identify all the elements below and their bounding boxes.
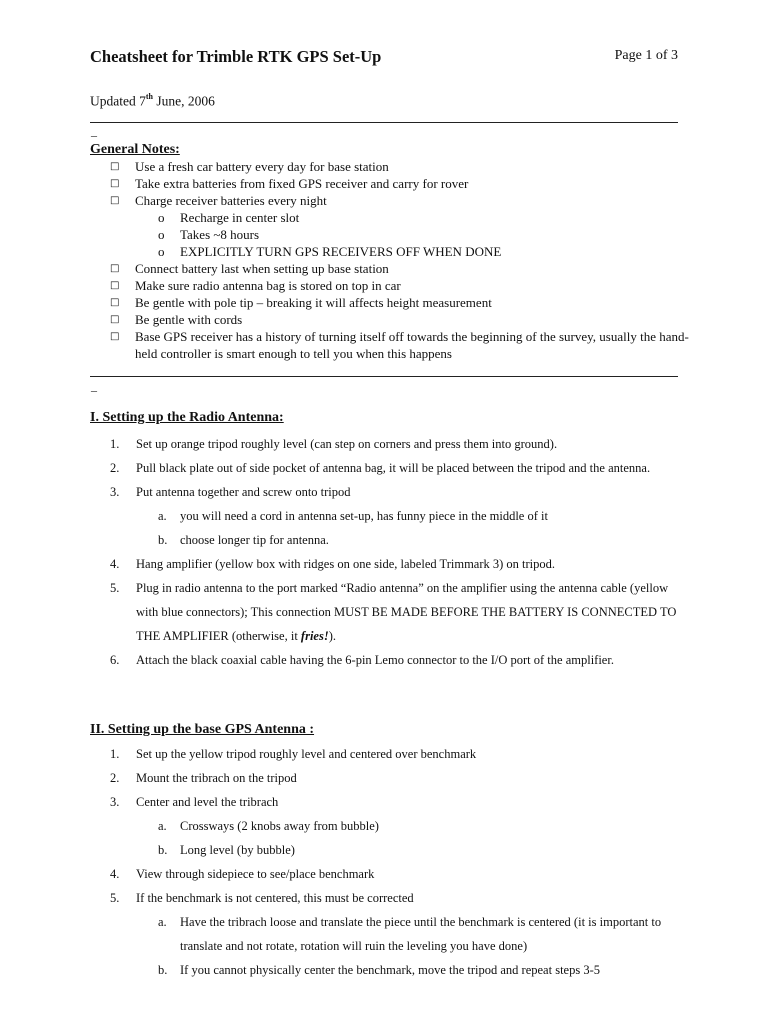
checkbox-bullet-icon: □	[110, 331, 120, 342]
step-text	[136, 576, 690, 648]
list-item	[110, 277, 690, 294]
substep-letter: a.	[158, 915, 167, 929]
updated-superscript: th	[145, 92, 153, 101]
checkbox-bullet-icon: □	[110, 297, 120, 308]
substep-letter: b.	[158, 533, 168, 547]
radio-antenna-steps	[110, 432, 690, 672]
step-item	[110, 480, 690, 504]
substep-letter: a.	[158, 509, 167, 523]
step-number: 1.	[110, 437, 120, 451]
list-item-text: Be gentle with pole tip – breaking it will affects height measurement	[135, 295, 492, 310]
step-number: 1.	[110, 747, 120, 761]
step-text: Pull black plate out of side pocket of antenna bag, it will be placed between the tripod and the antenna.	[136, 461, 651, 475]
checkbox-bullet-icon: □	[110, 280, 120, 291]
substep-item	[110, 504, 690, 528]
list-item	[110, 260, 690, 277]
list-item-text: Connect battery last when setting up base station	[135, 261, 389, 276]
substep-letter: a.	[158, 819, 167, 833]
substep-item	[110, 910, 690, 958]
step-text: Attach the black coaxial cable having the 6-pin Lemo connector to the I/O port of the amplifier.	[136, 653, 614, 667]
list-item-text: Make sure radio antenna bag is stored on top in car	[135, 278, 401, 293]
substep-text: choose longer tip for antenna.	[180, 533, 329, 547]
substep-letter: b.	[158, 843, 168, 857]
list-subitem-text: Recharge in center slot	[180, 210, 300, 225]
substep-text: Crossways (2 knobs away from bubble)	[180, 819, 379, 833]
step-number: 4.	[110, 557, 120, 571]
general-notes-heading: General Notes:	[90, 142, 180, 157]
step-text-part: Plug in radio antenna to the port marked “Radio antenna” on the amplifier using the antenna cable (yellow with blue connectors); This connection MUST BE MADE BEFORE THE BATTERY IS CONNECTED TO THE AMPLIFIER (otherwise, it	[136, 581, 677, 643]
rule-tick: _	[91, 124, 97, 138]
section-heading-base-gps-antenna: II. Setting up the base GPS Antenna :	[90, 722, 315, 737]
step-number: 5.	[110, 891, 120, 905]
rule-tick: _	[91, 379, 97, 393]
step-text: View through sidepiece to see/place benchmark	[136, 867, 375, 881]
substep-text: you will need a cord in antenna set-up, has funny piece in the middle of it	[180, 509, 548, 523]
step-number: 3.	[110, 485, 120, 499]
horizontal-rule	[90, 122, 678, 123]
step-item	[110, 742, 690, 766]
updated-date	[90, 93, 215, 110]
checkbox-bullet-icon: □	[110, 263, 120, 274]
step-text: Center and level the tribrach	[136, 795, 279, 809]
checkbox-bullet-icon: □	[110, 161, 120, 172]
list-subitem	[110, 243, 690, 260]
substep-text: If you cannot physically center the benchmark, move the tripod and repeat steps 3-5	[180, 963, 600, 977]
list-subitem-text: Takes ~8 hours	[180, 227, 260, 242]
updated-suffix: June, 2006	[152, 93, 215, 109]
step-number: 5.	[110, 581, 120, 595]
step-item	[110, 766, 690, 790]
substep-text: Long level (by bubble)	[180, 843, 295, 857]
step-text: Set up the yellow tripod roughly level and centered over benchmark	[136, 747, 477, 761]
updated-prefix: Updated 7	[90, 93, 146, 109]
list-item	[110, 328, 690, 362]
document-title: Cheatsheet for Trimble RTK GPS Set-Up	[90, 47, 382, 66]
list-subitem	[110, 226, 690, 243]
circle-bullet-icon: o	[158, 227, 165, 242]
list-item	[110, 175, 690, 192]
circle-bullet-icon: o	[158, 210, 165, 225]
step-text: Set up orange tripod roughly level (can step on corners and press them into ground).	[136, 437, 558, 451]
substep-item	[110, 958, 690, 982]
step-text: If the benchmark is not centered, this must be corrected	[136, 891, 414, 905]
substep-letter: b.	[158, 963, 168, 977]
substep-text: Have the tribrach loose and translate the piece until the benchmark is centered (it is important to translate and not rotate, rotation will ruin the leveling you have done)	[180, 915, 662, 953]
horizontal-rule	[90, 376, 678, 377]
step-item	[110, 886, 690, 910]
step-number: 2.	[110, 771, 120, 785]
list-item	[110, 158, 690, 175]
step-text: Put antenna together and screw onto tripod	[136, 485, 351, 499]
step-number: 2.	[110, 461, 120, 475]
step-number: 3.	[110, 795, 120, 809]
step-number: 4.	[110, 867, 120, 881]
step-item	[110, 790, 690, 814]
list-item	[110, 294, 690, 311]
step-item	[110, 552, 690, 576]
step-item	[110, 432, 690, 456]
step-item	[110, 576, 690, 648]
checkbox-bullet-icon: □	[110, 314, 120, 325]
step-text: Hang amplifier (yellow box with ridges on one side, labeled Trimmark 3) on tripod.	[136, 557, 556, 571]
step-item	[110, 648, 690, 672]
circle-bullet-icon: o	[158, 244, 165, 259]
list-item-text: Base GPS receiver has a history of turning itself off towards the beginning of the survey, usually the hand-held controller is smart enough to tell you when this happens	[135, 329, 689, 361]
section-heading-radio-antenna: I. Setting up the Radio Antenna:	[90, 410, 284, 425]
base-gps-steps	[110, 742, 690, 982]
list-item-text: Charge receiver batteries every night	[135, 193, 327, 208]
checkbox-bullet-icon: □	[110, 195, 120, 206]
list-item-text: Take extra batteries from fixed GPS receiver and carry for rover	[135, 176, 469, 191]
list-item-text: Use a fresh car battery every day for base station	[135, 159, 389, 174]
step-text-emphasis: fries!	[300, 629, 329, 643]
list-subitem-text: EXPLICITLY TURN GPS RECEIVERS OFF WHEN DONE	[180, 244, 502, 259]
step-item	[110, 862, 690, 886]
substep-item	[110, 528, 690, 552]
checkbox-bullet-icon: □	[110, 178, 120, 189]
step-item	[110, 456, 690, 480]
list-subitem	[110, 209, 690, 226]
list-item-text: Be gentle with cords	[135, 312, 243, 327]
page-number: Page 1 of 3	[614, 48, 678, 63]
step-text: Mount the tribrach on the tripod	[136, 771, 297, 785]
substep-item	[110, 838, 690, 862]
general-notes-list	[110, 158, 690, 362]
step-number: 6.	[110, 653, 120, 667]
substep-item	[110, 814, 690, 838]
list-item	[110, 192, 690, 209]
list-item	[110, 311, 690, 328]
step-text-part: ).	[328, 629, 336, 643]
